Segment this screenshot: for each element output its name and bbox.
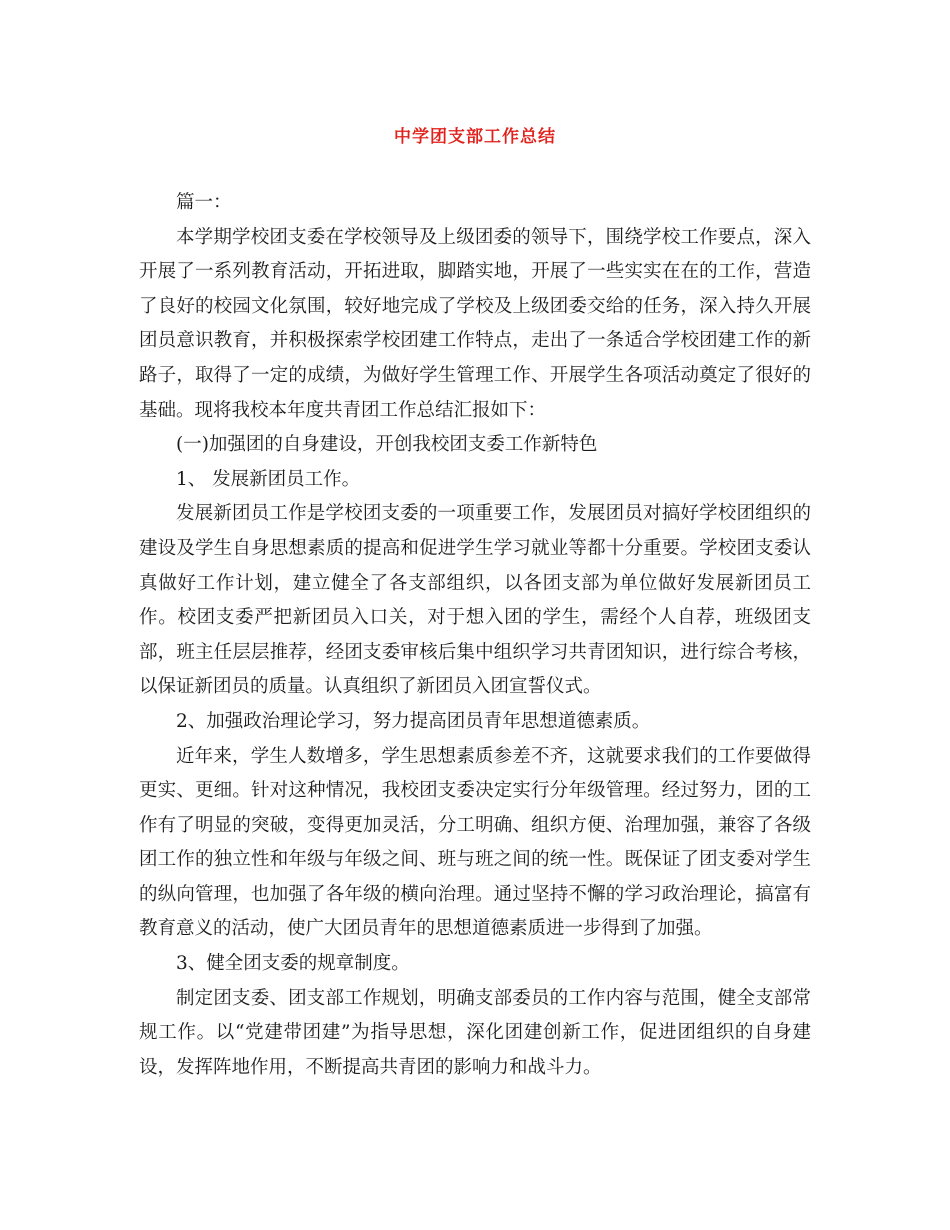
paragraph-intro: 本学期学校团支委在学校领导及上级团委的领导下，围绕学校工作要点，深入开展了一系列教育活动，开拓进取，脚踏实地，开展了一些实实在在的工作，营造了良好的校园文化氛围，较好地完成了学校及上级团委交给的任务，深入持久开展团员意识教育，并积极探索学校团建工作特点，走出了一条适合学校团建工作的新路子，取得了一定的成绩，为做好学生管理工作、开展学生各项活动奠定了很好的基础。现将我校本年度共青团工作总结汇报如下： — [139, 226, 811, 421]
document-title: 中学团支部工作总结 — [394, 127, 556, 147]
paragraph-subheading-2: 2、加强政治理论学习，努力提高团员青年思想道德素质。 — [176, 710, 651, 732]
paragraph-body-1: 发展新团员工作是学校团支委的一项重要工作，发展团员对搞好学校团组织的建设及学生自身思想素质的提高和促进学生学习就业等都十分重要。学校团支委认真做好工作计划，建立健全了各支部组织，以各团支部为单位做好发展新团员工作。校团支委严把新团员入口关，对于想入团的学生，需经个人自荐，班级团支部，班主任层层推荐，经团支委审核后集中组织学习共青团知识，进行综合考核，以保证新团员的质量。认真组织了新团员入团宣誓仪式。 — [139, 503, 811, 698]
document-body — [139, 186, 811, 1085]
paragraph-subheading-1: 1、 发展新团员工作。 — [176, 468, 361, 490]
paragraph-section-label: 篇一： — [176, 192, 232, 213]
paragraph-subheading-3: 3、健全团支委的规章制度。 — [176, 953, 410, 975]
paragraph-body-2: 近年来，学生人数增多，学生思想素质参差不齐，这就要求我们的工作要做得更实、更细。针对这种情况，我校团支委决定实行分年级管理。经过努力，团的工作有了明显的突破，变得更加灵活，分工明确、组织方便、治理加强，兼容了各级团工作的独立性和年级与年级之间、班与班之间的统一性。既保证了团支委对学生的纵向管理，也加强了各年级的横向治理。通过坚持不懈的学习政治理论，搞富有教育意义的活动，使广大团员青年的思想道德素质进一步得到了加强。 — [139, 745, 811, 940]
paragraph-heading-1: (一)加强团的自身建设，开创我校团支委工作新特色 — [176, 434, 598, 456]
paragraph-body-3: 制定团支委、团支部工作规划，明确支部委员的工作内容与范围，健全支部常规工作。以“党建带团建”为指导思想，深化团建创新工作，促进团组织的自身建设，发挥阵地作用，不断提高共青团的影响力和战斗力。 — [139, 987, 811, 1078]
